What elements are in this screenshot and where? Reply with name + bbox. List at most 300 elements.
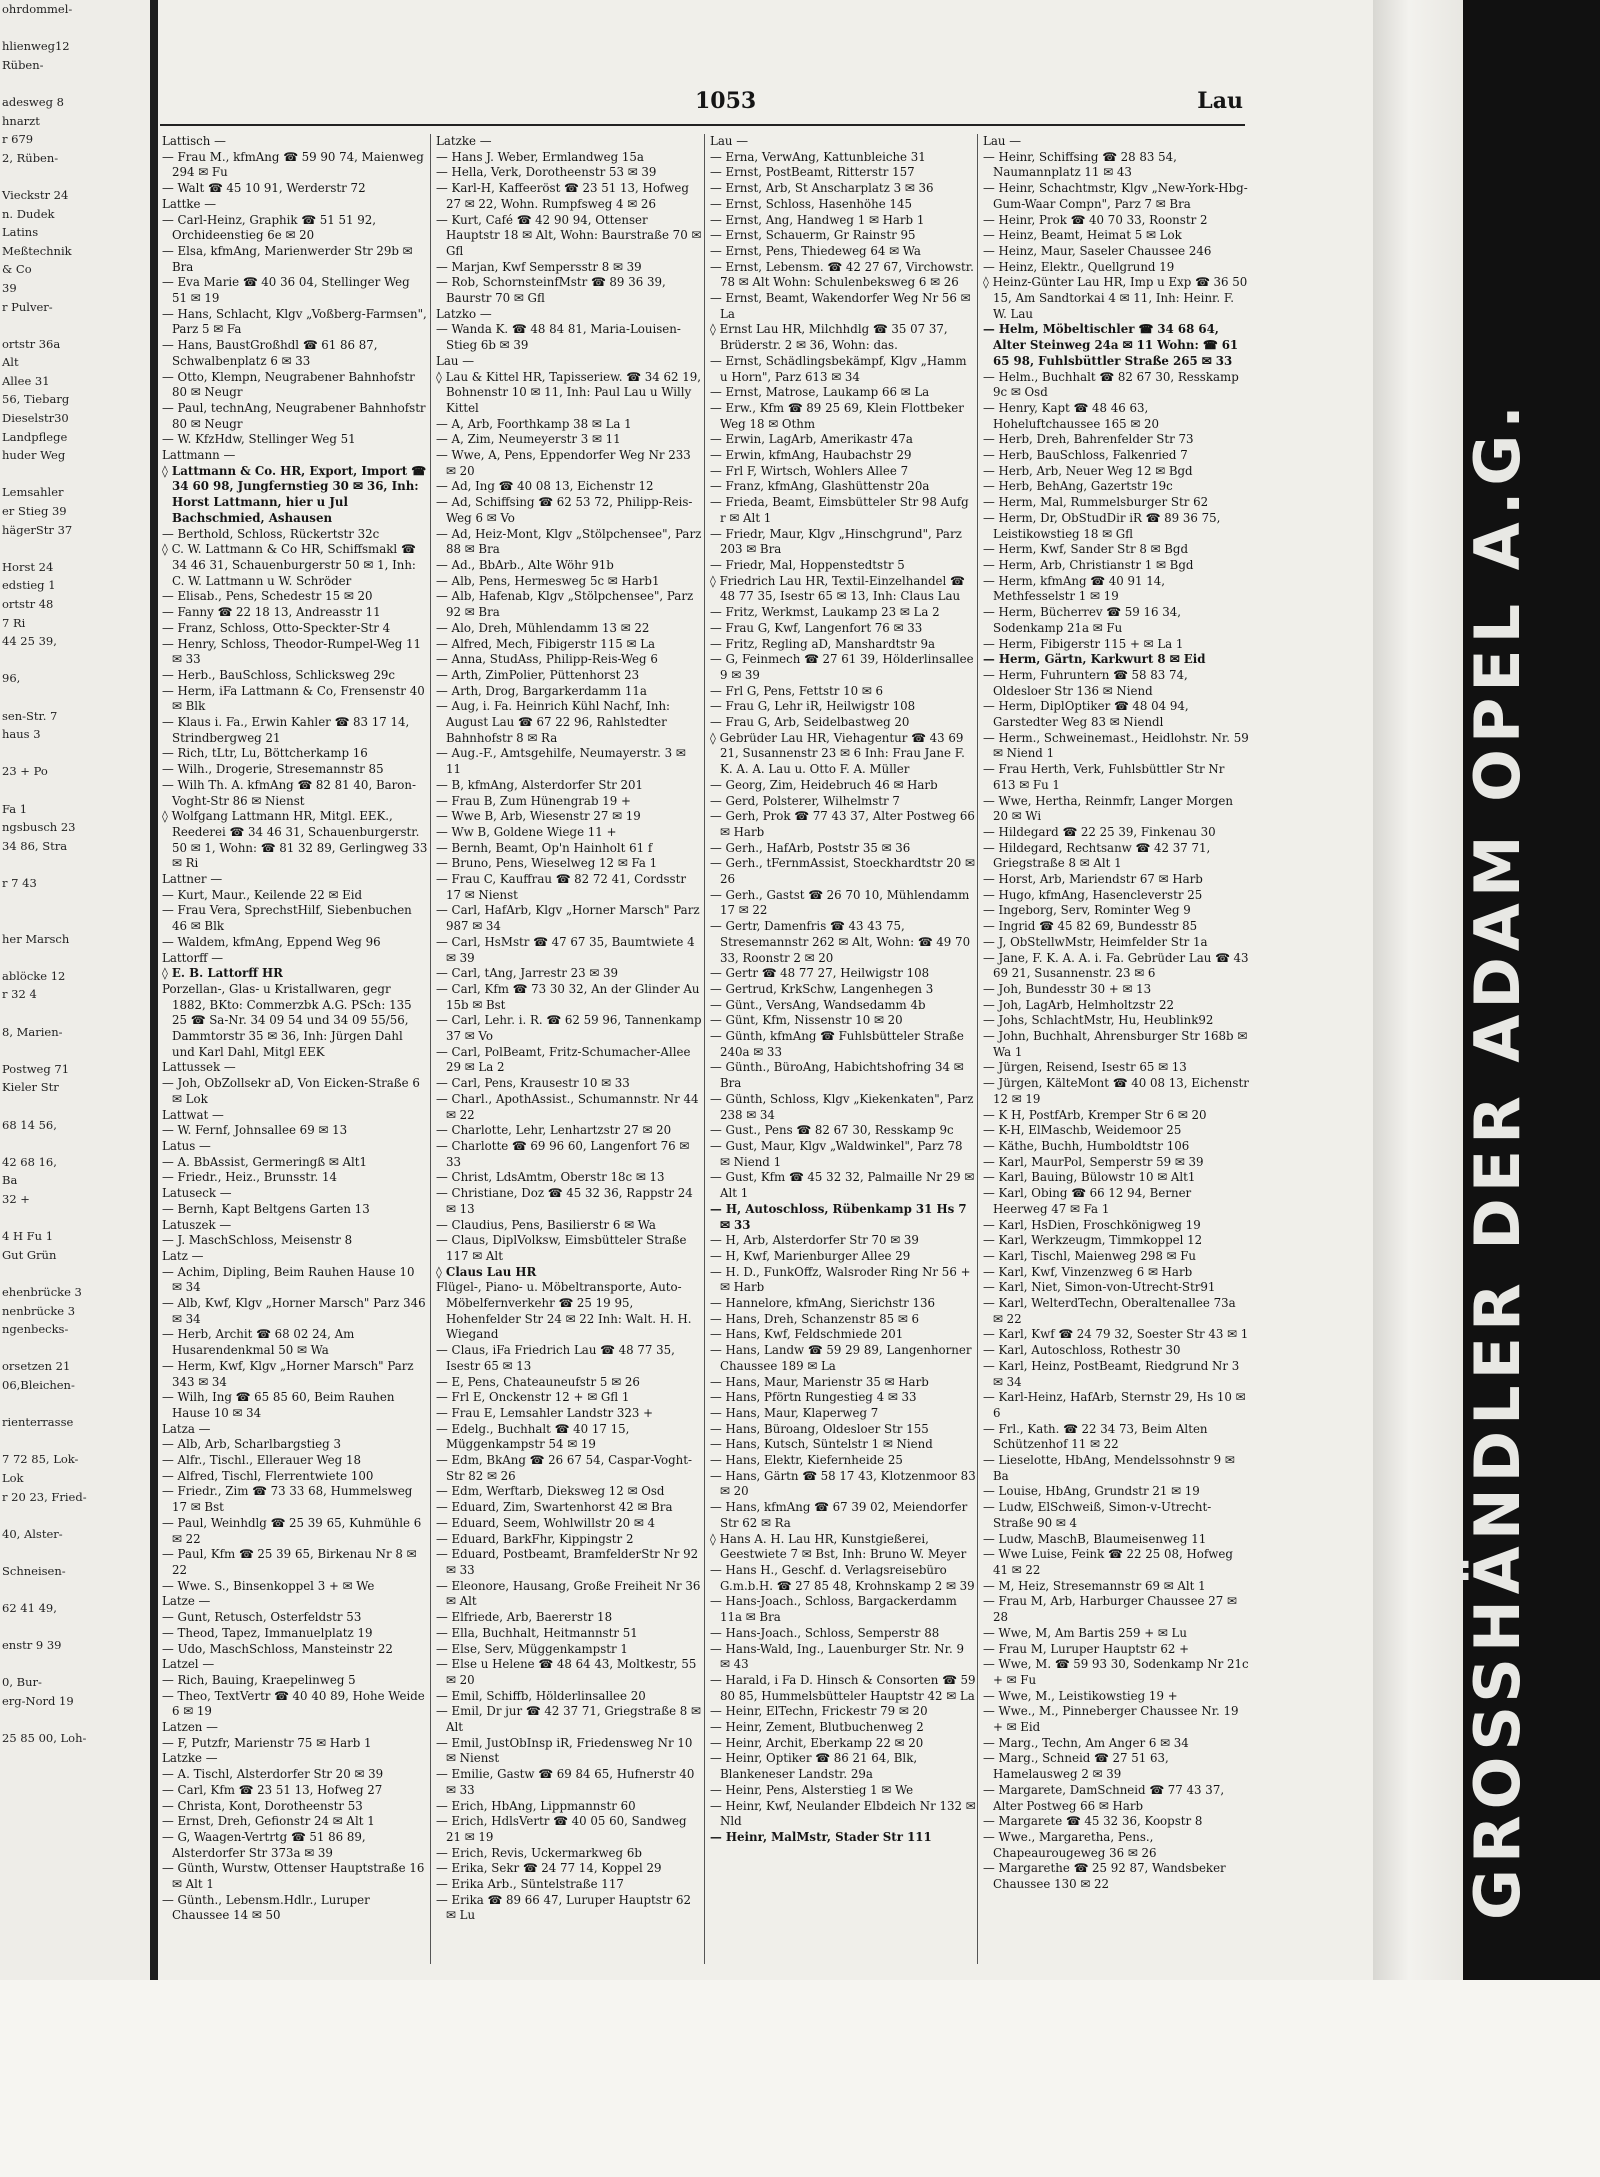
directory-entry: — H, Autoschloss, Rübenkamp 31 Hs 7 ✉ 33: [710, 1201, 967, 1232]
directory-entry: — Günth, kfmAng ☎ Fuhlsbütteler Straße 240a ✉ 33: [710, 1029, 964, 1059]
directory-entry: Latus —: [162, 1139, 211, 1153]
directory-entry: — Herb, BehAng, Gazertstr 19c: [983, 479, 1173, 494]
directory-entry: — Hans, Landw ☎ 59 29 89, Langenhorner Chaussee 189 ✉ La: [710, 1343, 972, 1373]
directory-entry: — Herm, Arb, Christianstr 1 ✉ Bgd: [983, 557, 1194, 572]
directory-entry: — Heinr, Prok ☎ 40 70 33, Roonstr 2: [983, 212, 1208, 227]
directory-entry: — Claudius, Pens, Basilierstr 6 ✉ Wa: [436, 1217, 656, 1232]
gutter-fragment-line: 68 14 56,: [2, 1117, 57, 1132]
gutter-fragment-line: Rüben-: [2, 57, 44, 72]
gutter-fragment-line: 32 +: [2, 1192, 30, 1206]
directory-entry: — Hans, Kwf, Feldschmiede 201: [710, 1327, 904, 1342]
directory-entry: — Ernst, Ang, Handweg 1 ✉ Harb 1: [710, 212, 925, 227]
directory-entry: — Gertrud, KrkSchw, Langenhegen 3: [710, 981, 934, 996]
directory-entry: — Elsa, kfmAng, Marienwerder Str 29b ✉ Bra: [162, 243, 413, 274]
directory-entry: — Bernh, Beamt, Op'n Hainholt 61 f: [436, 840, 653, 855]
directory-entry: Porzellan-, Glas- u Kristallwaren, gegr 1882, BKto: Commerzbk A.G. PSch: 135 25 ☎ Sa-Nr. 34 09 54 und 34 09 55/56, Dammtorstr 35 ✉ 36, Inh: Jürgen Dahl und Karl Dahl, Mitgl EEK: [162, 981, 412, 1059]
directory-entry: ◊ Lau & Kittel HR, Tapisseriew. ☎ 34 62 19, Bohnenstr 10 ✉ 11, Inh: Paul Lau u Willy Kittel: [436, 369, 702, 415]
directory-entry: — Gerh., Gastst ☎ 26 70 10, Mühlendamm 17 ✉ 22: [710, 887, 970, 918]
directory-entry: — Christiane, Doz ☎ 45 32 36, Rappstr 24 ✉ 13: [436, 1186, 693, 1216]
gutter-fragment-line: Kieler Str: [2, 1080, 59, 1095]
directory-entry: — Klaus i. Fa., Erwin Kahler ☎ 83 17 14, Strindbergweg 21: [162, 715, 410, 745]
directory-entry: — Herm, Fuhruntern ☎ 58 83 74, Oldesloer Str 136 ✉ Niend: [983, 667, 1188, 698]
directory-entry: — Joh, Bundesstr 30 + ✉ 13: [983, 981, 1152, 996]
directory-entry: — Gertr, Damenfris ☎ 43 43 75, Stresemannstr 262 ✉ Alt, Wohn: ☎ 49 70 33, Roonstr 2 ✉ 20: [710, 919, 971, 965]
directory-entry: — Frl G, Pens, Fettstr 10 ✉ 6: [710, 683, 884, 698]
directory-entry: — Frl., Kath. ☎ 22 34 73, Beim Alten Schützenhof 11 ✉ 22: [983, 1421, 1208, 1452]
directory-entry: — Karl, Obing ☎ 66 12 94, Berner Heerweg 47 ✉ Fa 1: [983, 1186, 1192, 1216]
directory-entry: ◊ Gebrüder Lau HR, Viehagentur ☎ 43 69 21, Susannenstr 23 ✉ 6 Inh: Frau Jane F. K. A. A. Lau u. Otto F. A. Müller: [710, 730, 965, 777]
directory-entry: — Bruno, Pens, Wieselweg 12 ✉ Fa 1: [436, 856, 658, 871]
gutter-fragment-line: ngenbecks-: [2, 1322, 69, 1337]
directory-entry: — Achim, Dipling, Beim Rauhen Hause 10 ✉ 34: [162, 1264, 415, 1295]
gutter-fragment-line: ortstr 36a: [2, 336, 61, 351]
directory-entry: — Rich, tLtr, Lu, Böttcherkamp 16: [162, 746, 368, 761]
running-head: Lau: [1197, 88, 1243, 114]
directory-entry: — Karl, Werkzeugm, Timmkoppel 12: [983, 1233, 1203, 1248]
column-divider: [430, 134, 431, 1964]
directory-entry: — Henry, Kapt ☎ 48 46 63, Hoheluftchaussee 165 ✉ 20: [983, 400, 1160, 431]
directory-entry: — Frau C, Kauffrau ☎ 82 72 41, Cordsstr 17 ✉ Nienst: [436, 872, 686, 902]
directory-entry: — F, Putzfr, Marienstr 75 ✉ Harb 1: [162, 1735, 372, 1750]
directory-entry: — Paul, Kfm ☎ 25 39 65, Birkenau Nr 8 ✉ 22: [162, 1547, 417, 1577]
directory-entry: — Fanny ☎ 22 18 13, Andreasstr 11: [162, 605, 381, 620]
directory-entry: — Erika, Sekr ☎ 24 77 14, Koppel 29: [436, 1861, 662, 1876]
directory-entry: — Margarethe ☎ 25 92 87, Wandsbeker Chaussee 130 ✉ 22: [983, 1861, 1226, 1892]
directory-entry: — Marg., Schneid ☎ 27 51 63, Hamelausweg 2 ✉ 39: [983, 1751, 1169, 1782]
directory-entry: ◊ Wolfgang Lattmann HR, Mitgl. EEK., Reederei ☎ 34 46 31, Schauenburgerstr. 50 ✉ 1, Wohn: ☎ 81 32 89, Gerlingweg 33 ✉ Ri: [162, 809, 428, 871]
directory-entry: — Herm, DiplOptiker ☎ 48 04 94, Garstedter Weg 83 ✉ Niendl: [983, 699, 1189, 730]
directory-entry: — Heinr, Schiffsing ☎ 28 83 54, Naumannplatz 11 ✉ 43: [983, 149, 1177, 180]
gutter-fragment-line: nenbrücke 3: [2, 1303, 76, 1318]
directory-entry: — Carl, PolBeamt, Fritz-Schumacher-Allee 29 ✉ La 2: [436, 1044, 691, 1075]
directory-entry: — Heinr, Kwf, Neulander Elbdeich Nr 132 ✉ Nld: [710, 1798, 976, 1829]
directory-entry: Lattwat —: [162, 1107, 224, 1122]
gutter-fragment-line: [0, 1339, 150, 1358]
gutter-fragment-line: Fa 1: [2, 801, 28, 816]
directory-entry: — Hella, Verk, Dorotheenstr 53 ✉ 39: [436, 165, 657, 180]
directory-entry: — Karl, Bauing, Bülowstr 10 ✉ Alt1: [983, 1170, 1196, 1185]
directory-entry: — Frau Vera, SprechstHilf, Siebenbuchen 46 ✉ Blk: [162, 903, 412, 934]
directory-entry: — Hugo, kfmAng, Hasencleverstr 25: [983, 887, 1203, 902]
directory-entry: — Erich, HdlsVertr ☎ 40 05 60, Sandweg 21 ✉ 19: [436, 1814, 687, 1844]
gutter-fragment-line: [0, 1097, 150, 1116]
directory-entry: — Carl, HafArb, Klgv „Horner Marsch" Parz 987 ✉ 34: [436, 903, 700, 934]
directory-entry: — Hans-Joach., Schloss, Bargackerdamm 11a ✉ Bra: [710, 1594, 957, 1625]
directory-entry: — Erich, HbAng, Lippmannstr 60: [436, 1798, 636, 1813]
directory-entry: — Herm, Kwf, Klgv „Horner Marsch" Parz 343 ✉ 34: [162, 1358, 414, 1389]
directory-entry: — Anna, StudAss, Philipp-Reis-Weg 6: [436, 652, 658, 667]
gutter-fragment-line: [0, 651, 150, 670]
gutter-fragment-line: [0, 19, 150, 38]
directory-entry: — Hans, Büroang, Oldesloer Str 155: [710, 1421, 929, 1436]
directory-entry: — Ludw, MaschB, Blaumeisenweg 11: [983, 1531, 1207, 1546]
directory-entry: — Eleonore, Hausang, Große Freiheit Nr 36 ✉ Alt: [436, 1578, 701, 1609]
gutter-fragment-line: ablöcke 12: [2, 968, 66, 983]
directory-entry: — Gerh., tFernmAssist, Stoeckhardtstr 20 ✉ 26: [710, 856, 975, 887]
directory-entry: — Theo, TextVertr ☎ 40 40 89, Hohe Weide 6 ✉ 19: [162, 1688, 425, 1719]
directory-entry: — Hans, Maur, Marienstr 35 ✉ Harb: [710, 1374, 929, 1389]
gutter-fragment-line: [0, 1041, 150, 1060]
gutter-fragment-line: [0, 1004, 150, 1023]
directory-entry: — Erich, Revis, Uckermarkweg 6b: [436, 1845, 642, 1860]
directory-entry: — Gust., Pens ☎ 82 67 30, Resskamp 9c: [710, 1123, 954, 1138]
directory-entry: — Frau B, Zum Hünengrab 19 +: [436, 793, 631, 808]
directory-entry: — Arth, ZimPolier, Püttenhorst 23: [436, 667, 640, 682]
directory-entry: — Ad., BbArb., Alte Wöhr 91b: [436, 557, 614, 572]
gutter-fragment-line: her Marsch: [2, 931, 70, 946]
directory-entry: — Herb, Arb, Neuer Weg 12 ✉ Bgd: [983, 463, 1193, 478]
directory-entry: — Karl, HsDien, Froschkönigweg 19: [983, 1217, 1201, 1232]
gutter-fragment-line: er Stieg 39: [2, 504, 67, 519]
directory-entry: — Eduard, BarkFhr, Kippingstr 2: [436, 1531, 634, 1546]
directory-entry: — Otto, Klempn, Neugrabener Bahnhofstr 80 ✉ Neugr: [162, 369, 415, 400]
directory-entry: — A. BbAssist, Germeringß ✉ Alt1: [162, 1154, 368, 1169]
directory-entry: — Herb., BauSchloss, Schlicksweg 29c: [162, 667, 395, 682]
gutter-fragment-line: Schneisen-: [2, 1563, 66, 1578]
gutter-fragment-line: 40, Alster-: [2, 1526, 63, 1541]
directory-entry: — Frl F, Wirtsch, Wohlers Allee 7: [710, 463, 909, 478]
directory-entry: — Wanda K. ☎ 48 84 81, Maria-Louisen-Stieg 6b ✉ 39: [436, 322, 681, 353]
gutter-fragment-line: [0, 1506, 150, 1525]
gutter-fragment-line: [0, 744, 150, 763]
directory-entry: — Günth., Lebensm.Hdlr., Luruper Chaussee 14 ✉ 50: [162, 1892, 370, 1923]
directory-entry: Latuszek —: [162, 1217, 232, 1232]
directory-entry: — Charl., ApothAssist., Schumannstr. Nr 44 ✉ 22: [436, 1091, 699, 1122]
gutter-fragment-line: [0, 893, 150, 912]
directory-entry: — Emil, Schiffb, Hölderlinsallee 20: [436, 1688, 646, 1703]
gutter-fragment-line: Horst 24: [2, 559, 54, 574]
directory-entry: — Hans, Schlacht, Klgv „Voßberg-Farmsen", Parz 5 ✉ Fa: [162, 306, 427, 337]
directory-entry: — Karl, Tischl, Maienweg 298 ✉ Fu: [983, 1248, 1197, 1263]
directory-entry: — Emilie, Gastw ☎ 69 84 65, Hufnerstr 40 ✉ 33: [436, 1767, 695, 1797]
gutter-fragment-line: [0, 1395, 150, 1414]
gutter-fragment-line: enstr 9 39: [2, 1638, 62, 1653]
directory-entry: Lattussek —: [162, 1060, 236, 1075]
directory-entry: — Herb, BauSchloss, Falkenried 7: [983, 448, 1188, 463]
directory-entry: Latzke —: [436, 134, 492, 148]
directory-entry: — Hans, Elektr, Kiefernheide 25: [710, 1453, 903, 1468]
directory-entry: — Kurt, Maur., Keilende 22 ✉ Eid: [162, 887, 363, 902]
directory-entry: — Carl, Kfm ☎ 73 30 32, An der Glinder Au 15b ✉ Bst: [436, 981, 700, 1012]
directory-entry: — Karl-Heinz, HafArb, Sternstr 29, Hs 10 ✉ 6: [983, 1390, 1246, 1420]
gutter-fragment-line: [0, 539, 150, 558]
directory-entry: — K-H, ElMaschb, Weidemoor 25: [983, 1123, 1182, 1138]
directory-entry: — H, Arb, Alsterdorfer Str 70 ✉ 39: [710, 1233, 919, 1248]
directory-entry: — Berthold, Schloss, Rückertstr 32c: [162, 526, 380, 541]
directory-entry: — Karl, Kwf ☎ 24 79 32, Soester Str 43 ✉ 1: [983, 1327, 1249, 1342]
directory-entry: — Hans-Wald, Ing., Lauenburger Str. Nr. 9 ✉ 43: [710, 1641, 964, 1672]
gutter-fragment-line: 56, Tiebarg: [2, 392, 70, 407]
gutter-fragment-line: erg-Nord 19: [2, 1694, 74, 1709]
directory-entry: — Hans, BaustGroßhdl ☎ 61 86 87, Schwalbenplatz 6 ✉ 33: [162, 338, 378, 368]
directory-entry: Latze —: [162, 1594, 211, 1609]
directory-entry: — Ernst, Pens, Thiedeweg 64 ✉ Wa: [710, 243, 921, 258]
directory-entry: — Heinr, Zement, Blutbuchenweg 2: [710, 1720, 924, 1735]
directory-entry: Lau —: [710, 134, 749, 148]
directory-entry: — Wwe, M, Am Bartis 259 + ✉ Lu: [983, 1625, 1187, 1640]
gutter-fragment-line: 2, Rüben-: [2, 150, 59, 165]
gutter-fragment-line: 0, Bur-: [2, 1675, 42, 1690]
directory-entry: — Herm, Dr, ObStudDir iR ☎ 89 36 75, Leistikowstieg 18 ✉ Gfl: [983, 510, 1221, 541]
directory-entry: — Karl, WelterdTechn, Oberaltenallee 73a ✉ 22: [983, 1296, 1236, 1326]
gutter-fragment-line: [0, 74, 150, 93]
gutter-fragment-line: Latins: [2, 225, 39, 240]
directory-entry: — Gertr ☎ 48 77 27, Heilwigstr 108: [710, 966, 930, 981]
directory-entry: — Johs, SchlachtMstr, Hu, Heublink92: [983, 1013, 1214, 1028]
gutter-fragment-line: hlienweg12: [2, 39, 70, 54]
gutter-fragment-line: [0, 1655, 150, 1674]
gutter-fragment-line: rienterrasse: [2, 1415, 74, 1430]
directory-entry: — Alb, Kwf, Klgv „Horner Marsch" Parz 346 ✉ 34: [162, 1296, 426, 1326]
directory-entry: Latzel —: [162, 1657, 215, 1672]
gutter-fragment-line: [0, 781, 150, 800]
directory-entry: — Horst, Arb, Mariendstr 67 ✉ Harb: [983, 872, 1203, 887]
directory-entry: — Heinr, Optiker ☎ 86 21 64, Blk, Blankeneser Landstr. 29a: [710, 1751, 918, 1782]
directory-entry: Lattmann —: [162, 448, 236, 463]
gutter-fragment-line: r 20 23, Fried-: [2, 1489, 87, 1504]
directory-entry: — Carl, Pens, Krausestr 10 ✉ 33: [436, 1076, 630, 1091]
directory-entry: — Marjan, Kwf Sempersstr 8 ✉ 39: [436, 259, 642, 274]
gutter-fragment-line: [0, 316, 150, 335]
directory-entry: — Hans-Joach., Schloss, Semperstr 88: [710, 1625, 940, 1640]
directory-entry: — Lieselotte, HbAng, Mendelssohnstr 9 ✉ Ba: [983, 1453, 1235, 1483]
gutter-fragment-line: Allee 31: [2, 373, 50, 388]
gutter-fragment-line: [0, 688, 150, 707]
directory-entry: — Frau G, Arb, Seidelbastweg 20: [710, 715, 910, 730]
directory-entry: — Heinr, Pens, Alsterstieg 1 ✉ We: [710, 1782, 914, 1797]
directory-entry: — Alfred, Mech, Fibigerstr 115 ✉ La: [436, 636, 656, 651]
directory-entry: — Wilh., Drogerie, Stresemannstr 85: [162, 762, 384, 777]
directory-entry: — Carl-Heinz, Graphik ☎ 51 51 92, Orchideenstieg 6e ✉ 20: [162, 212, 377, 243]
gutter-fragment-line: [0, 948, 150, 967]
directory-entry: — Frau M., kfmAng ☎ 59 90 74, Maienweg 294 ✉ Fu: [162, 149, 424, 180]
directory-entry: — A, Arb, Foorthkamp 38 ✉ La 1: [436, 416, 632, 431]
directory-entry: — Frau G, Lehr iR, Heilwigstr 108: [710, 699, 916, 714]
directory-entry: — Herm., Schweinemast., Heidlohstr. Nr. 59 ✉ Niend 1: [983, 730, 1249, 761]
gutter-fragment-line: [0, 911, 150, 930]
directory-entry: — K H, PostfArb, Kremper Str 6 ✉ 20: [983, 1107, 1207, 1122]
directory-entry: — Edm, BkAng ☎ 26 67 54, Caspar-Voght-Str 82 ✉ 26: [436, 1453, 692, 1483]
directory-entry: — Hans, Kutsch, Süntelstr 1 ✉ Niend: [710, 1437, 933, 1452]
gutter-fragment-line: Lok: [2, 1470, 24, 1485]
scan-background: [0, 1980, 1600, 2177]
edge-advert-text: GROSSHÄNDLER DER ADAM OPEL A.G.: [1461, 399, 1534, 1920]
directory-entry: — Hans H., Geschf. d. Verlagsreisebüro G.m.b.H. ☎ 27 85 48, Krohnskamp 2 ✉ 39: [710, 1562, 975, 1593]
directory-entry: — W. KfzHdw, Stellinger Weg 51: [162, 432, 356, 447]
gutter-fragment-line: r 679: [2, 132, 34, 147]
directory-entry: — Heinr, Archit, Eberkamp 22 ✉ 20: [710, 1735, 924, 1750]
directory-entry: — Erna, VerwAng, Kattunbleiche 31: [710, 149, 926, 164]
gutter-fragment-line: Ba: [2, 1173, 18, 1188]
directory-entry: — Wwe Luise, Feink ☎ 22 25 08, Hofweg 41 ✉ 22: [983, 1547, 1233, 1577]
directory-entry: — Henry, Schloss, Theodor-Rumpel-Weg 11 ✉ 33: [162, 636, 422, 667]
directory-entry: — Ww B, Goldene Wiege 11 +: [436, 824, 617, 839]
directory-entry: — Wwe., Margaretha, Pens., Chapeaurougeweg 36 ✉ 26: [983, 1829, 1157, 1860]
directory-entry: — J, ObStellwMstr, Heimfelder Str 1a: [983, 934, 1208, 949]
directory-entry: — Alb, Pens, Hermesweg 5c ✉ Harb1: [436, 573, 660, 588]
directory-entry: — Margarete, DamSchneid ☎ 77 43 37, Alter Postweg 66 ✉ Harb: [983, 1782, 1225, 1813]
directory-entry: Lattke —: [162, 196, 217, 211]
directory-entry: — Carl, Lehr. i. R. ☎ 62 59 96, Tannenkamp 37 ✉ Vo: [436, 1013, 702, 1044]
directory-entry: — Emil, JustObInsp iR, Friedensweg Nr 10 ✉ Nienst: [436, 1735, 693, 1766]
directory-entry: — Herb, Archit ☎ 68 02 24, Am Husarendenkmal 50 ✉ Wa: [162, 1327, 355, 1358]
directory-entry: — Carl, HsMstr ☎ 47 67 35, Baumtwiete 4 ✉ 39: [436, 934, 695, 965]
directory-entry: — Frau M, Luruper Hauptstr 62 +: [983, 1641, 1189, 1656]
gutter-fragment-line: [0, 167, 150, 186]
directory-entry: — Waldem, kfmAng, Eppend Weg 96: [162, 934, 381, 949]
gutter-fragment-line: huder Weg: [2, 448, 66, 463]
directory-entry: — Elfriede, Arb, Baererstr 18: [436, 1610, 613, 1625]
directory-entry: Lattner —: [162, 872, 223, 887]
gutter-fragment-line: haus 3: [2, 727, 41, 742]
directory-entry: — Alb, Hafenab, Klgv „Stölpchensee", Parz 92 ✉ Bra: [436, 589, 694, 620]
directory-entry: — Ernst, Schauerm, Gr Rainstr 95: [710, 228, 916, 243]
gutter-fragment-line: 34 86, Stra: [2, 838, 68, 853]
gutter-fragment-line: Gut Grün: [2, 1247, 57, 1262]
directory-entry: — Eduard, Postbeamt, BramfelderStr Nr 92 ✉ 33: [436, 1547, 699, 1577]
directory-entry: — Wilh Th. A. kfmAng ☎ 82 81 40, Baron-Voght-Str 86 ✉ Nienst: [162, 777, 416, 808]
directory-entry: — Christ, LdsAmtm, Oberstr 18c ✉ 13: [436, 1170, 665, 1185]
gutter-fragment-line: [0, 1711, 150, 1730]
directory-entry: — Joh, LagArb, Helmholtzstr 22: [983, 997, 1174, 1012]
gutter-fragment-line: edstieg 1: [2, 578, 56, 593]
directory-entry: — Fritz, Regling aD, Manshardtstr 9a: [710, 636, 936, 651]
directory-entry: — Hans, Gärtn ☎ 58 17 43, Klotzenmoor 83 ✉ 20: [710, 1468, 976, 1499]
gutter-fragment-line: [0, 465, 150, 484]
gutter-fragment-line: ortstr 48: [2, 597, 54, 611]
directory-entry: ◊ C. W. Lattmann & Co HR, Schiffsmakl ☎ 34 46 31, Schauenburgerstr 50 ✉ 1, Inh: C. W. Lattmann u W. Schröder: [162, 542, 416, 588]
directory-entry: — Ad, Heiz-Mont, Klgv „Stölpchensee", Parz 88 ✉ Bra: [436, 526, 702, 557]
directory-entry: — Wwe, M., Leistikowstieg 19 +: [983, 1688, 1178, 1703]
directory-entry: — Arth, Drog, Bargarkerdamm 11a: [436, 683, 647, 698]
directory-entry: — Claus, iFa Friedrich Lau ☎ 48 77 35, Isestr 65 ✉ 13: [436, 1343, 675, 1373]
directory-entry: Latz —: [162, 1248, 204, 1263]
directory-entry: — H. D., FunkOffz, Walsroder Ring Nr 56 + ✉ Harb: [710, 1264, 971, 1295]
gutter-fragment-line: adesweg 8: [2, 94, 64, 109]
directory-entry: — Edm, Werftarb, Dieksweg 12 ✉ Osd: [436, 1484, 665, 1499]
gutter-fragment-line: 96,: [2, 671, 21, 686]
gutter-fragment-line: 4 H Fu 1: [2, 1229, 54, 1244]
directory-entry: — Frl E, Onckenstr 12 + ✉ Gfl 1: [436, 1390, 630, 1405]
directory-entry: — G, Feinmech ☎ 27 61 39, Hölderlinsallee 9 ✉ 39: [710, 652, 974, 682]
directory-entry: — Ad, Ing ☎ 40 08 13, Eichenstr 12: [436, 479, 654, 494]
gutter-fragment-line: Lemsahler: [2, 485, 64, 500]
directory-entry: — Else u Helene ☎ 48 64 43, Moltkestr, 55 ✉ 20: [436, 1657, 697, 1687]
directory-entry: — Ernst, Matrose, Laukamp 66 ✉ La: [710, 385, 930, 400]
directory-entry: — Aug, i. Fa. Heinrich Kühl Nachf, Inh: August Lau ☎ 67 22 96, Rahlstedter Bahnhofstr 8 ✉ Ra: [436, 699, 671, 745]
gutter-fragment-line: Postweg 71: [2, 1061, 70, 1076]
directory-entry: — Jane, F. K. A. A. i. Fa. Gebrüder Lau ☎ 43 69 21, Susannenstr. 23 ✉ 6: [983, 950, 1249, 981]
directory-entry: — Herm, Kwf, Sander Str 8 ✉ Bgd: [983, 542, 1189, 557]
gutter-fragment-line: Dieselstr30: [2, 411, 69, 426]
directory-entry: — B, kfmAng, Alsterdorfer Str 201: [436, 777, 644, 792]
column-divider: [977, 134, 978, 1964]
directory-entry: — Alfred, Tischl, Flerrentwiete 100: [162, 1468, 374, 1483]
page-header: [155, 88, 1255, 128]
directory-entry: Flügel-, Piano- u. Möbeltransporte, Auto-Möbelfernverkehr ☎ 25 19 95, Hohenfelder Str 24 ✉ 22 Inh: Walt. H. H. Wiegand: [436, 1280, 692, 1342]
directory-entry: — Erika ☎ 89 66 47, Luruper Hauptstr 62 ✉ Lu: [436, 1892, 691, 1923]
directory-entry: — Frieda, Beamt, Eimsbütteler Str 98 Aufg r ✉ Alt 1: [710, 495, 969, 525]
directory-entry: — Charlotte, Lehr, Lenhartzstr 27 ✉ 20: [436, 1123, 672, 1138]
directory-entry: ◊ Hans A. H. Lau HR, Kunstgießerei, Geestwiete 7 ✉ Bst, Inh: Bruno W. Meyer: [710, 1531, 967, 1562]
directory-entry: — Herm, iFa Lattmann & Co, Frensenstr 40 ✉ Blk: [162, 683, 425, 714]
directory-entry: — H, Kwf, Marienburger Allee 29: [710, 1248, 911, 1263]
directory-entry: — Emil, Dr jur ☎ 42 37 71, Griegstraße 8 ✉ Alt: [436, 1704, 701, 1735]
directory-entry: — Carl, Kfm ☎ 23 51 13, Hofweg 27: [162, 1782, 383, 1797]
directory-entry: ◊ Ernst Lau HR, Milchhdlg ☎ 35 07 37, Brüderstr. 2 ✉ 36, Wohn: das.: [710, 322, 948, 353]
directory-entry: — Frau G, Kwf, Langenfort 76 ✉ 33: [710, 620, 923, 635]
gutter-fragment-line: [0, 1134, 150, 1153]
directory-entry: — Frau Herth, Verk, Fuhlsbüttler Str Nr 613 ✉ Fu 1: [983, 762, 1225, 792]
gutter-fragment-line: 8, Marien-: [2, 1024, 63, 1039]
directory-entry: — Alb, Arb, Scharlbargstieg 3: [162, 1437, 341, 1452]
directory-entry: — Wwe., M., Pinneberger Chaussee Nr. 19 + ✉ Eid: [983, 1704, 1239, 1735]
gutter-fragment-line: [0, 1543, 150, 1562]
directory-entry: — Udo, MaschSchloss, Mansteinstr 22: [162, 1641, 393, 1656]
directory-entry: — Georg, Zim, Heidebruch 46 ✉ Harb: [710, 777, 938, 792]
directory-entry: Lau —: [436, 353, 475, 368]
directory-entry: — Wilh, Ing ☎ 65 85 60, Beim Rauhen Hause 10 ✉ 34: [162, 1390, 395, 1420]
gutter-fragment-line: ohrdommel-: [2, 2, 73, 16]
directory-entry: ◊ Heinz-Günter Lau HR, Imp u Exp ☎ 36 50 15, Am Sandtorkai 4 ✉ 11, Inh: Heinr. F. W. Lau: [983, 275, 1248, 321]
directory-entry: — Rich, Bauing, Kraepelinweg 5: [162, 1672, 356, 1687]
directory-entry: — Elisab., Pens, Schedestr 15 ✉ 20: [162, 589, 373, 604]
directory-entry: — Helm., Buchhalt ☎ 82 67 30, Resskamp 9c ✉ Osd: [983, 369, 1239, 400]
directory-entry: — G, Waagen-Vertrtg ☎ 51 86 89, Alsterdorfer Str 373a ✉ 39: [162, 1829, 366, 1860]
directory-entry: — Eva Marie ☎ 40 36 04, Stellinger Weg 51 ✉ 19: [162, 275, 410, 306]
directory-entry: — Ernst, Dreh, Gefionstr 24 ✉ Alt 1: [162, 1814, 375, 1829]
directory-entry: — Joh, ObZollsekr aD, Von Eicken-Straße 6 ✉ Lok: [162, 1076, 420, 1106]
directory-entry: — Hans, kfmAng ☎ 67 39 02, Meiendorfer Str 62 ✉ Ra: [710, 1500, 968, 1530]
directory-entry: — Gust, Maur, Klgv „Waldwinkel", Parz 78 ✉ Niend 1: [710, 1139, 963, 1169]
directory-entry: — Claus, DiplVolksw, Eimsbütteler Straße 117 ✉ Alt: [436, 1233, 687, 1263]
header-rule: [160, 124, 1245, 126]
directory-entry: — Ernst, Arb, St Anscharplatz 3 ✉ 36: [710, 181, 934, 196]
directory-entry: — Fritz, Werkmst, Laukamp 23 ✉ La 2: [710, 605, 940, 620]
directory-entry: — A, Zim, Neumeyerstr 3 ✉ 11: [436, 432, 621, 447]
gutter-fragment-line: Vieckstr 24: [2, 187, 69, 202]
directory-entry: — Franz, kfmAng, Glashüttenstr 20a: [710, 479, 930, 494]
directory-entry: — J. MaschSchloss, Meisenstr 8: [162, 1233, 353, 1248]
gutter-fragment-line: 7 Ri: [2, 615, 26, 630]
gutter-fragment-line: hägerStr 37: [2, 522, 73, 537]
gutter-fragment-line: Meßtechnik: [2, 243, 72, 258]
directory-entry: — Friedr., Heiz., Brunsstr. 14: [162, 1170, 337, 1185]
directory-entry: — Günt., VersAng, Wandsedamm 4b: [710, 997, 926, 1012]
gutter-fragment-line: 39: [2, 280, 17, 295]
gutter-fragment-line: Landpflege: [2, 429, 68, 444]
gutter-fragment-line: [0, 1580, 150, 1599]
gutter-fragment-line: 06,Bleichen-: [2, 1377, 75, 1392]
directory-entry: — W. Fernf, Johnsallee 69 ✉ 13: [162, 1123, 348, 1138]
gutter-fragment-line: r 32 4: [2, 987, 37, 1002]
directory-entry: — Heinz, Elektr., Quellgrund 19: [983, 259, 1175, 274]
directory-entry: — Marg., Techn, Am Anger 6 ✉ 34: [983, 1735, 1189, 1750]
directory-entry: — Walt ☎ 45 10 91, Werderstr 72: [162, 181, 366, 196]
directory-entry: — Alfr., Tischl., Ellerauer Weg 18: [162, 1453, 361, 1468]
directory-entry: — Karl, MaurPol, Semperstr 59 ✉ 39: [983, 1154, 1204, 1169]
directory-entry: — Friedr., Zim ☎ 73 33 68, Hummelsweg 17 ✉ Bst: [162, 1484, 413, 1515]
directory-entry: — Gerd, Polsterer, Wilhelmstr 7: [710, 793, 900, 808]
directory-entry: Lattisch —: [162, 134, 226, 148]
directory-entry: — Heinz, Maur, Saseler Chaussee 246: [983, 243, 1212, 258]
directory-entry: — Christa, Kont, Dorotheenstr 53: [162, 1798, 363, 1813]
directory-entry: ◊ Claus Lau HR: [436, 1264, 537, 1279]
gutter-fragment-line: hnarzt: [2, 113, 40, 128]
gutter-fragment-line: ehenbrücke 3: [2, 1284, 82, 1299]
directory-entry: — Heinr, Schachtmstr, Klgv „New-York-Hbg-Gum-Waar Compn", Parz 7 ✉ Bra: [983, 181, 1248, 211]
directory-entry: — Heinr, ElTechn, Frickestr 79 ✉ 20: [710, 1704, 928, 1719]
